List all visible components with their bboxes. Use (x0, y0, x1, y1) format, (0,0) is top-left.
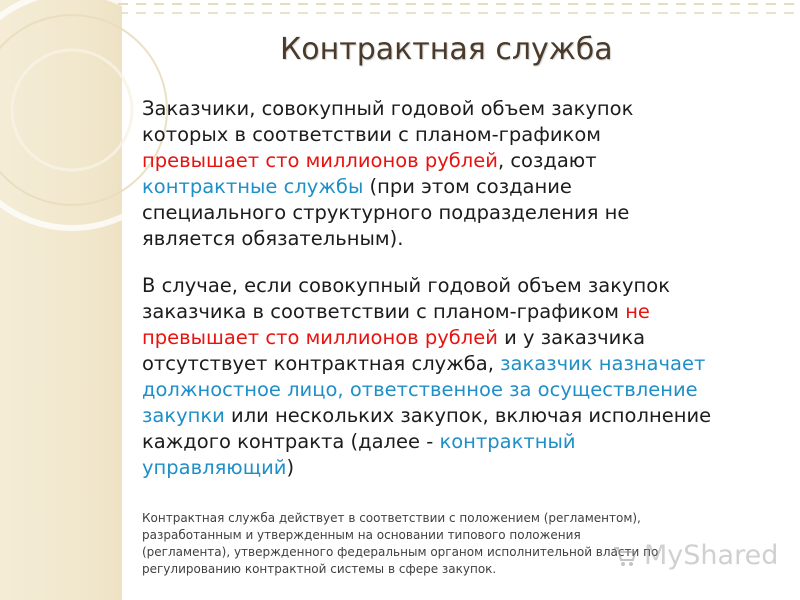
slide-title: Контрактная служба (280, 32, 613, 67)
text-line (142, 325, 711, 351)
text-line (142, 561, 658, 578)
text-segment: ) (286, 456, 295, 479)
text-segment: и у заказчика (497, 326, 646, 349)
text-segment: , создают (497, 149, 597, 172)
text-line (142, 273, 711, 299)
text-line (142, 351, 711, 377)
watermark (612, 540, 778, 571)
text-segment: Заказчики, совокупный годовой объем закупок (142, 97, 634, 120)
text-segment: контрактные службы (142, 175, 364, 198)
watermark-text: MyShared (644, 540, 779, 571)
text-segment: которых в соответствии с планом-графиком (142, 123, 601, 146)
decorative-dashes (118, 0, 800, 30)
text-segment: заказчик назначает (500, 352, 706, 375)
text-segment: (регламента), утвержденного федеральным органом исполнительной власти по (142, 545, 659, 559)
shopping-cart-icon (612, 543, 638, 569)
text-line (142, 96, 633, 122)
text-segment: заказчика в соответствии с планом-графиком (142, 300, 626, 323)
text-segment: управляющий (142, 456, 287, 479)
text-segment: контрактный (439, 430, 576, 453)
text-segment: должностное лицо, ответственное за осуществление (142, 378, 698, 401)
text-segment: закупки (142, 404, 225, 427)
text-line (142, 527, 658, 544)
text-line (142, 429, 711, 455)
paragraph-regulation-note (142, 510, 658, 578)
text-segment: специального структурного подразделения не (142, 201, 630, 224)
text-line (142, 174, 633, 200)
text-segment: каждого контракта (далее - (142, 430, 440, 453)
paragraph-contract-service (142, 96, 633, 252)
text-segment: Контрактная служба действует в соответствии с положением (регламентом), (142, 511, 641, 525)
text-segment: (при этом создание (363, 175, 572, 198)
text-segment: является обязательным). (142, 227, 404, 250)
text-line (142, 455, 711, 481)
paragraph-contract-manager (142, 273, 711, 481)
text-segment: В случае, если совокупный годовой объем закупок (142, 274, 670, 297)
text-line (142, 377, 711, 403)
text-line (142, 122, 633, 148)
text-line (142, 510, 658, 527)
text-segment: разработанным и утвержденным на основании типового положения (142, 528, 581, 542)
text-segment: превышает сто миллионов рублей (142, 326, 498, 349)
text-segment: или нескольких закупок, включая исполнение (224, 404, 712, 427)
text-segment: регулированию контрактной системы в сфере закупок. (142, 562, 497, 576)
text-line (142, 299, 711, 325)
text-segment: превышает сто миллионов рублей (142, 149, 498, 172)
text-line (142, 148, 633, 174)
text-line (142, 200, 633, 226)
text-line (142, 544, 658, 561)
text-line (142, 226, 633, 252)
text-segment: отсутствует контрактная служба, (142, 352, 501, 375)
text-line (142, 403, 711, 429)
text-segment: не (625, 300, 650, 323)
